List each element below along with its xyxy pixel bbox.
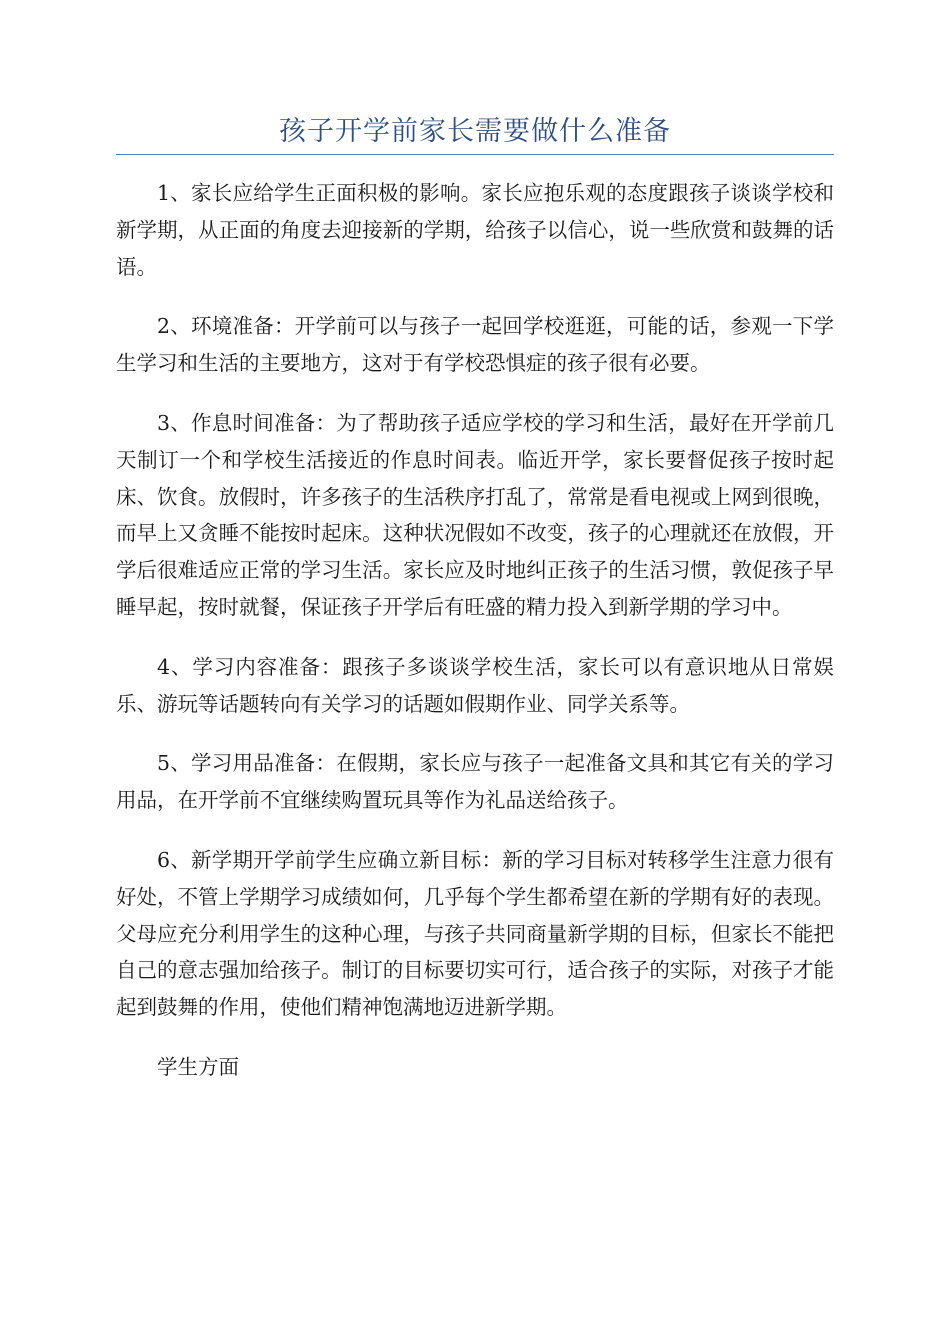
paragraph-2: 2、环境准备：开学前可以与孩子一起回学校逛逛，可能的话，参观一下学生学习和生活的主要地方，这对于有学校恐惧症的孩子很有必要。 [116,314,834,376]
paragraph-5: 5、学习用品准备：在假期，家长应与孩子一起准备文具和其它有关的学习用品，在开学前不宜继续购置玩具等作为礼品送给孩子。 [116,751,834,813]
paragraph-6: 6、新学期开学前学生应确立新目标：新的学习目标对转移学生注意力很有好处，不管上学期学习成绩如何，几乎每个学生都希望在新的学期有好的表现。父母应充分利用学生的这种心理，与孩子共同商量新学期的目标，但家长不能把自己的意志强加给孩子。制订的目标要切实可行，适合孩子的实际，对孩子才能起到鼓舞的作用，使他们精神饱满地迈进新学期。 [116,847,834,1020]
paragraph-4: 4、学习内容准备：跟孩子多谈谈学校生活，家长可以有意识地从日常娱乐、游玩等话题转向有关学习的话题如假期作业、同学关系等。 [116,654,834,716]
section-heading-student: 学生方面 [157,1054,239,1079]
document-title: 孩子开学前家长需要做什么准备 [279,116,671,147]
paragraph-3: 3、作息时间准备：为了帮助孩子适应学校的学习和生活，最好在开学前几天制订一个和学校生活接近的作息时间表。临近开学，家长要督促孩子按时起床、饮食。放假时，许多孩子的生活秩序打乱了，常常是看电视或上网到很晚，而早上又贪睡不能按时起床。这种状况假如不改变，孩子的心理就还在放假，开学后很难适应正常的学习生活。家长应及时地纠正孩子的生活习惯，敦促孩子早睡早起，按时就餐，保证孩子开学后有旺盛的精力投入到新学期的学习中。 [116,410,834,619]
title-underline [116,154,834,155]
document-body [116,175,834,1109]
paragraph-1: 1、家长应给学生正面积极的影响。家长应抱乐观的态度跟孩子谈谈学校和新学期，从正面的角度去迎接新的学期，给孩子以信心，说一些欣赏和鼓舞的话语。 [116,181,834,279]
